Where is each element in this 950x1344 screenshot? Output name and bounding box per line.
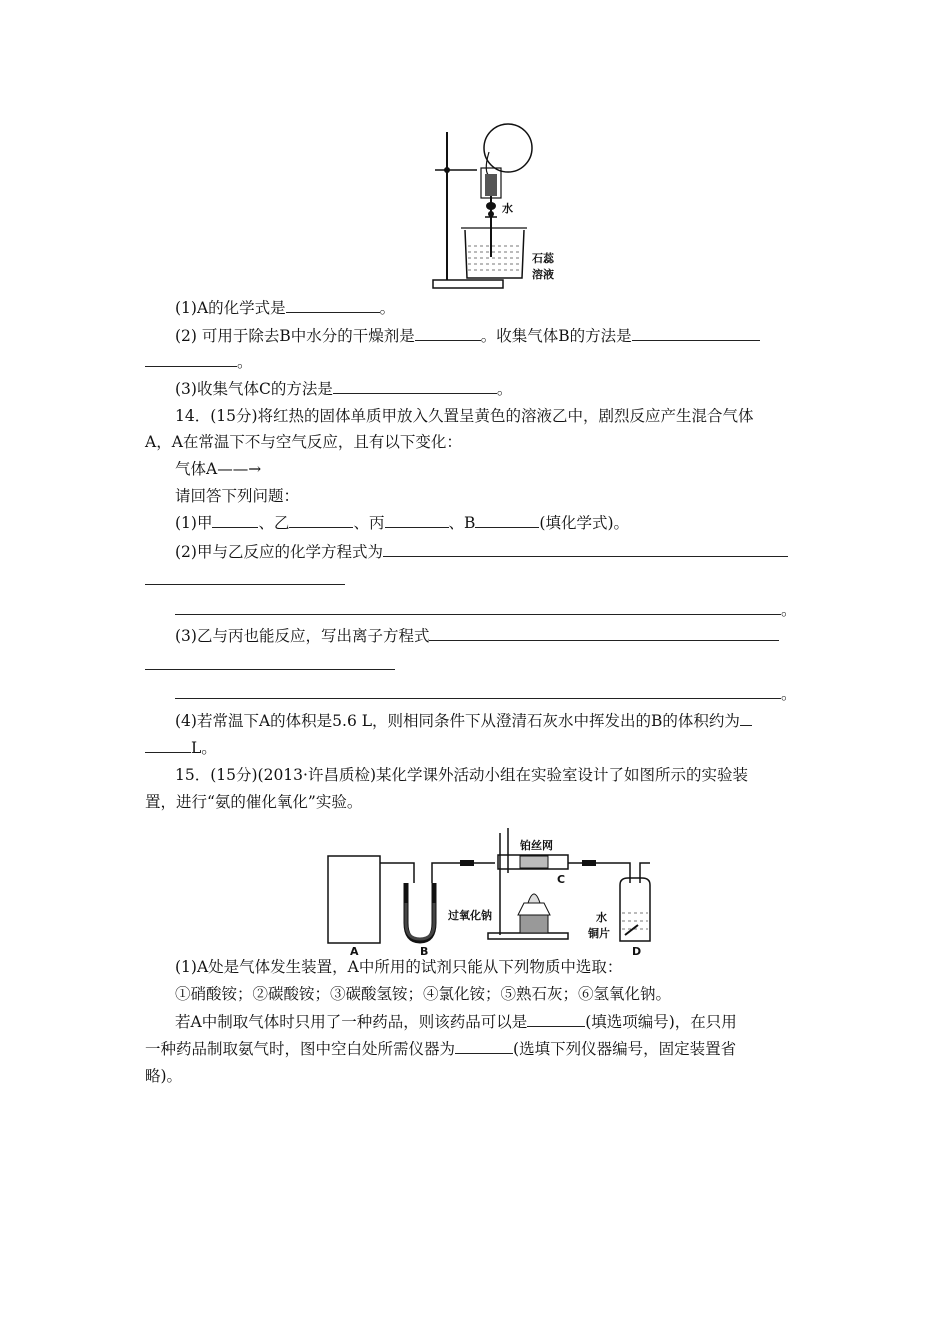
q13-part2-cont: 。	[145, 352, 253, 372]
q15-options: ①硝酸铵；②碳酸铵；③碳酸氢铵；④氯化铵；⑤熟石灰；⑥氢氧化钠。	[175, 985, 672, 1003]
q14-part4-cont: L。	[145, 738, 217, 758]
answer-blank[interactable]	[145, 352, 237, 367]
label-na2o2: 过氧化钠	[448, 909, 492, 922]
label-litmus-1: 石蕊	[532, 252, 554, 265]
answer-blank[interactable]	[740, 711, 752, 726]
gas-bottle-D	[620, 878, 650, 941]
label-litmus-2: 溶液	[532, 268, 554, 281]
answer-blank[interactable]	[429, 626, 779, 641]
round-flask	[484, 124, 532, 172]
q15-part1: (1)A处是气体发生装置，A中所用的试剂只能从下列物质中选取：	[175, 958, 623, 976]
blank-box-A	[328, 856, 380, 943]
answer-blank[interactable]	[632, 326, 760, 341]
answer-blank[interactable]	[527, 1012, 585, 1027]
q15-sentence-2: 一种药品制取氨气时，图中空白处所需仪器为 (选填下列仪器编号，固定装置省	[145, 1040, 737, 1058]
label-B: B	[420, 945, 429, 958]
label-cu: 铜片	[588, 927, 610, 940]
label-D: D	[632, 945, 642, 958]
q14-part4: (4)若常温下A的体积是5.6 L，则相同条件下从澄清石灰水中挥发出的B的体积约为	[175, 711, 752, 731]
fountain-apparatus-figure	[425, 122, 565, 297]
q14-part3: (3)乙与丙也能反应，写出离子方程式	[175, 626, 779, 646]
label-C: C	[557, 873, 566, 886]
stand-base	[433, 280, 503, 288]
q14-part2-cont2: 。	[175, 600, 797, 620]
q15-stem-2: 置，进行“氨的催化氧化”实验。	[145, 793, 363, 811]
answer-blank[interactable]	[145, 738, 191, 753]
answer-blank[interactable]	[475, 513, 539, 528]
q14-part3-cont	[145, 655, 395, 675]
q15-sentence-3: 略)。	[145, 1067, 183, 1085]
q14-ask: 请回答下列问题：	[175, 487, 300, 505]
q14-stem-2: A，A在常温下不与空气反应，且有以下变化：	[145, 433, 462, 451]
q15-stem-1: 15．(15分)(2013·许昌质检)某化学课外活动小组在实验室设计了如图所示的实验装	[175, 766, 749, 784]
answer-blank[interactable]	[286, 298, 380, 313]
ammonia-oxidation-apparatus-figure	[320, 823, 660, 958]
q14-flow: 气体A——→	[175, 460, 262, 478]
answer-blank[interactable]	[175, 600, 781, 615]
platinum-gauze	[520, 856, 548, 868]
q15-sentence-1: 若A中制取气体时只用了一种药品，则该药品可以是 (填选项编号)，在只用	[175, 1013, 737, 1031]
q14-part1: (1)甲 、乙 、丙 、B (填化学式)。	[175, 514, 629, 532]
answer-blank[interactable]	[289, 513, 353, 528]
alcohol-lamp	[520, 915, 548, 933]
answer-blank[interactable]	[175, 684, 781, 699]
answer-blank[interactable]	[333, 379, 497, 394]
q13-part3: (3)收集气体C的方法是 。	[175, 380, 513, 398]
answer-blank[interactable]	[455, 1039, 513, 1054]
answer-blank[interactable]	[385, 513, 449, 528]
answer-blank[interactable]	[212, 513, 258, 528]
beaker	[465, 230, 524, 278]
label-water: 水	[502, 202, 513, 215]
answer-blank[interactable]	[145, 655, 395, 670]
answer-blank[interactable]	[145, 570, 345, 585]
q13-part1: (1)A的化学式是 。	[175, 299, 396, 317]
q14-part2-cont	[145, 570, 345, 590]
label-water2: 水	[596, 911, 607, 924]
q14-part3-cont2: 。	[175, 684, 797, 704]
q13-part2: (2) 可用于除去B中水分的干燥剂是 。收集气体B的方法是	[175, 326, 760, 346]
q14-stem-1: 14．(15分)将红热的固体单质甲放入久置呈黄色的溶液乙中，剧烈反应产生混合气体	[175, 407, 754, 425]
label-pt: 铂丝网	[520, 839, 553, 852]
label-A: A	[350, 945, 359, 958]
q14-part2: (2)甲与乙反应的化学方程式为	[175, 542, 788, 562]
answer-blank[interactable]	[415, 326, 481, 341]
answer-blank[interactable]	[383, 542, 788, 557]
